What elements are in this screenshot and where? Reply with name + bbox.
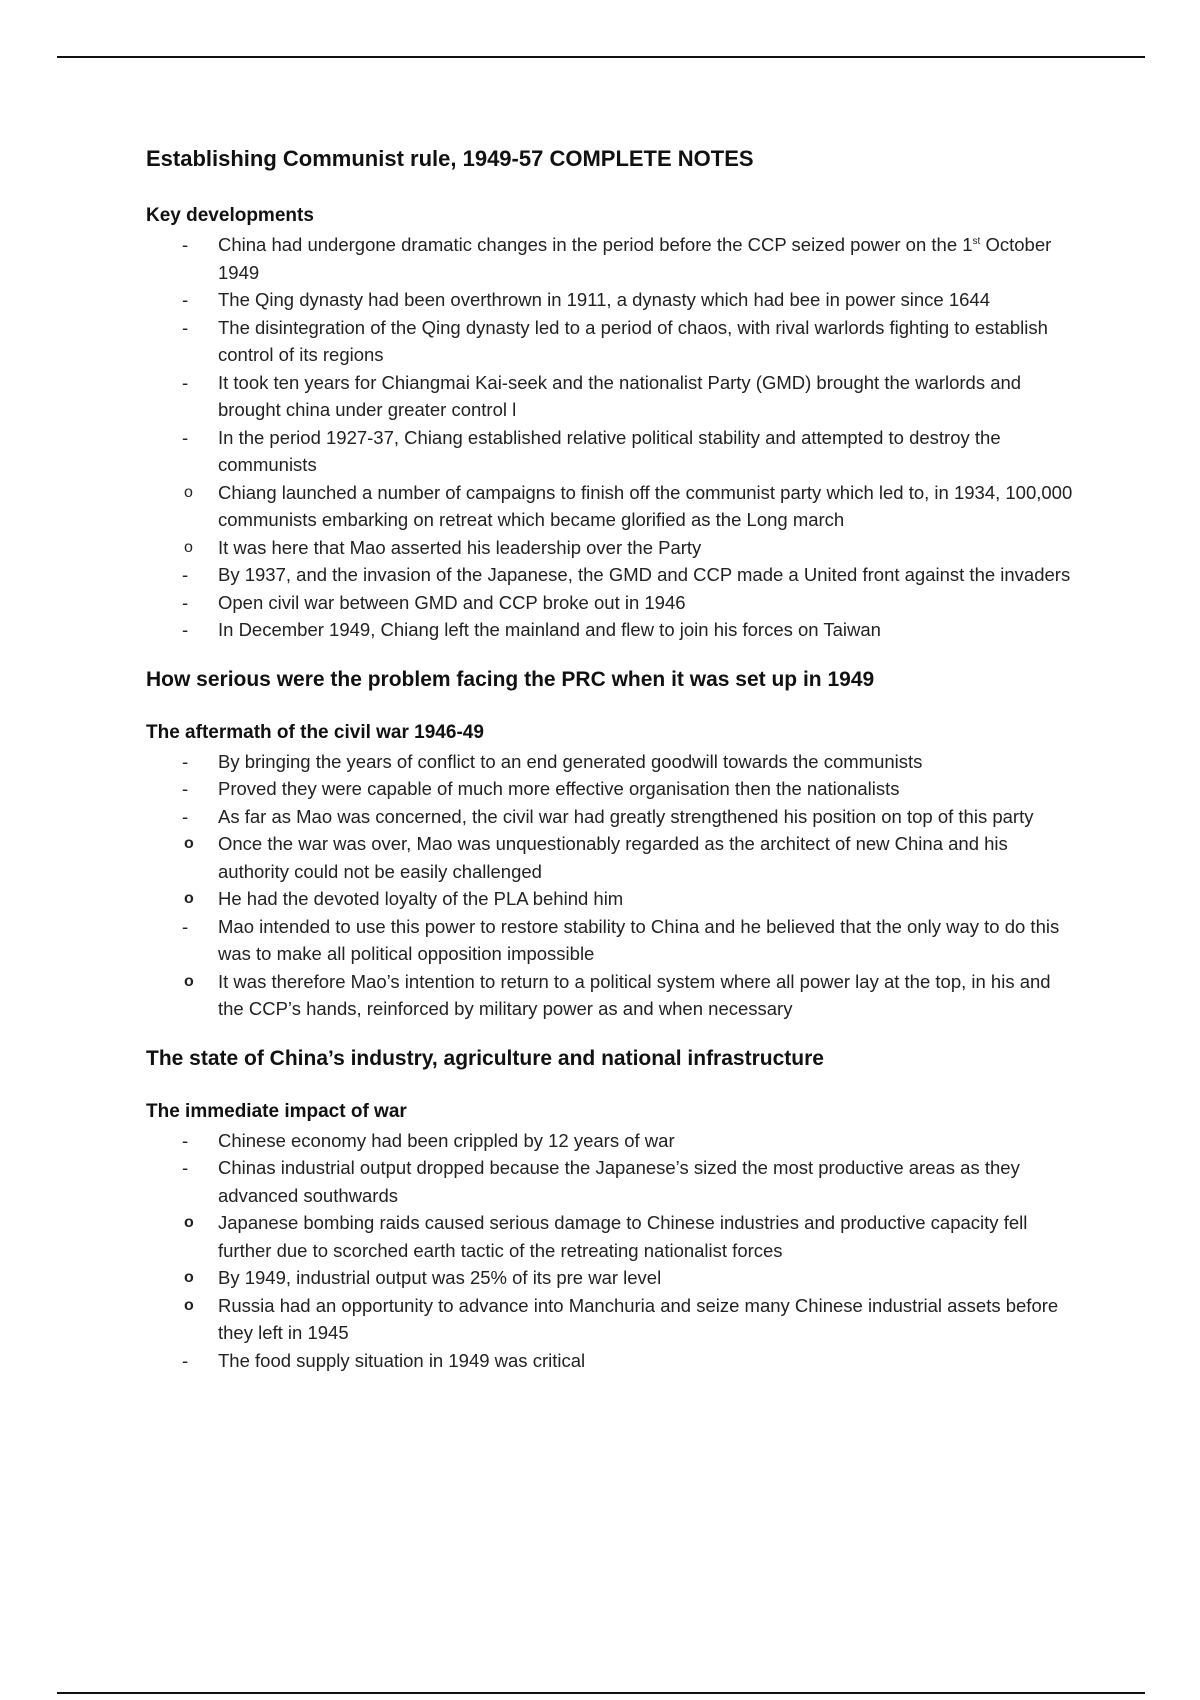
list-item: - In December 1949, Chiang left the mainland and flew to join his forces on Taiwan xyxy=(146,616,1076,644)
dash-bullet: - xyxy=(182,750,189,772)
sub-list-item: o Russia had an opportunity to advance into Manchuria and seize many Chinese industrial assets before they left in 1945 xyxy=(74,1292,1076,1347)
dash-bullet: - xyxy=(182,234,189,255)
impact-subheading: The immediate impact of war xyxy=(146,1100,407,1122)
sub-list-item: o He had the devoted loyalty of the PLA behind him xyxy=(74,885,1076,913)
document-title: Establishing Communist rule, 1949-57 COMPLETE NOTES xyxy=(146,146,754,171)
state-heading: The state of China’s industry, agriculture and national infrastructure xyxy=(146,1046,824,1070)
circle-bullet: o xyxy=(184,1296,194,1314)
key-developments-section xyxy=(146,203,1076,644)
footer-rule xyxy=(57,1692,1145,1694)
list-item: - The food supply situation in 1949 was critical xyxy=(146,1347,1076,1375)
key-developments-list xyxy=(146,231,1076,644)
sub-list-item: o Chiang launched a number of campaigns to finish off the communist party which led to, in 1934, 100,000 communists embarking on retreat which became glorified as the Long march xyxy=(74,479,1076,534)
dash-bullet: - xyxy=(182,591,189,613)
circle-bullet: o xyxy=(184,972,194,990)
dash-bullet: - xyxy=(182,1129,189,1151)
aftermath-list xyxy=(146,748,1076,1023)
list-item: - Mao intended to use this power to restore stability to China and he believed that the only way to do this was to make all political opposition impossible xyxy=(146,913,1076,968)
circle-bullet: o xyxy=(184,890,194,907)
dash-bullet: - xyxy=(182,915,189,937)
list-item: - Open civil war between GMD and CCP broke out in 1946 xyxy=(146,589,1076,617)
document-page xyxy=(146,145,1076,1374)
dash-bullet: - xyxy=(182,778,189,799)
aftermath-subheading: The aftermath of the civil war 1946-49 xyxy=(146,721,484,743)
sub-list-item: o Once the war was over, Mao was unquestionably regarded as the architect of new China and his authority could not be easily challenged xyxy=(74,830,1076,885)
problems-section xyxy=(146,666,1076,1023)
dash-bullet: - xyxy=(182,1157,189,1178)
dash-bullet: - xyxy=(182,316,189,338)
dash-bullet: - xyxy=(182,289,189,310)
list-item: - In the period 1927-37, Chiang established relative political stability and attempted to destroy the communists xyxy=(146,424,1076,479)
list-item: - By bringing the years of conflict to an end generated goodwill towards the communists xyxy=(146,748,1076,776)
list-item: - Proved they were capable of much more effective organisation then the nationalists xyxy=(146,775,1076,803)
circle-bullet: o xyxy=(184,1269,194,1286)
header-rule xyxy=(57,56,1145,58)
circle-bullet: o xyxy=(184,538,193,556)
list-item: - As far as Mao was concerned, the civil war had greatly strengthened his position on top of this party xyxy=(146,803,1076,831)
circle-bullet: o xyxy=(184,1214,194,1231)
list-item: - It took ten years for Chiangmai Kai-seek and the nationalist Party (GMD) brought the warlords and brought china under greater control l xyxy=(146,369,1076,424)
list-item: - The Qing dynasty had been overthrown in 1911, a dynasty which had bee in power since 1644 xyxy=(146,286,1076,314)
dash-bullet: - xyxy=(182,805,189,827)
sub-list-item: o By 1949, industrial output was 25% of its pre war level xyxy=(74,1264,1076,1292)
list-item: - The disintegration of the Qing dynasty led to a period of chaos, with rival warlords fighting to establish control of its regions xyxy=(146,314,1076,369)
list-item: - Chinas industrial output dropped because the Japanese’s sized the most productive areas as they advanced southwards xyxy=(146,1154,1076,1209)
sub-list-item: o It was here that Mao asserted his leadership over the Party xyxy=(74,534,1076,562)
dash-bullet: - xyxy=(182,426,189,448)
dash-bullet: - xyxy=(182,1349,189,1371)
dash-bullet: - xyxy=(182,371,189,393)
problems-heading: How serious were the problem facing the PRC when it was set up in 1949 xyxy=(146,667,875,691)
list-item: - By 1937, and the invasion of the Japanese, the GMD and CCP made a United front against the invaders xyxy=(146,561,1076,589)
state-section xyxy=(146,1045,1076,1375)
dash-bullet: - xyxy=(182,619,189,640)
list-item: - Chinese economy had been crippled by 12 years of war xyxy=(146,1127,1076,1155)
sub-list-item: o Japanese bombing raids caused serious damage to Chinese industries and productive capacity fell further due to scorched earth tactic of the retreating nationalist forces xyxy=(74,1209,1076,1264)
key-developments-heading: Key developments xyxy=(146,205,314,226)
impact-list xyxy=(146,1127,1076,1375)
list-item: - China had undergone dramatic changes in the period before the CCP seized power on the 1st October 1949 xyxy=(146,231,1076,286)
dash-bullet: - xyxy=(182,564,189,585)
circle-bullet: o xyxy=(184,835,194,852)
sub-list-item: o It was therefore Mao’s intention to return to a political system where all power lay at the top, in his and the CCP’s hands, reinforced by military power as and when necessary xyxy=(74,968,1076,1023)
circle-bullet: o xyxy=(184,483,193,501)
